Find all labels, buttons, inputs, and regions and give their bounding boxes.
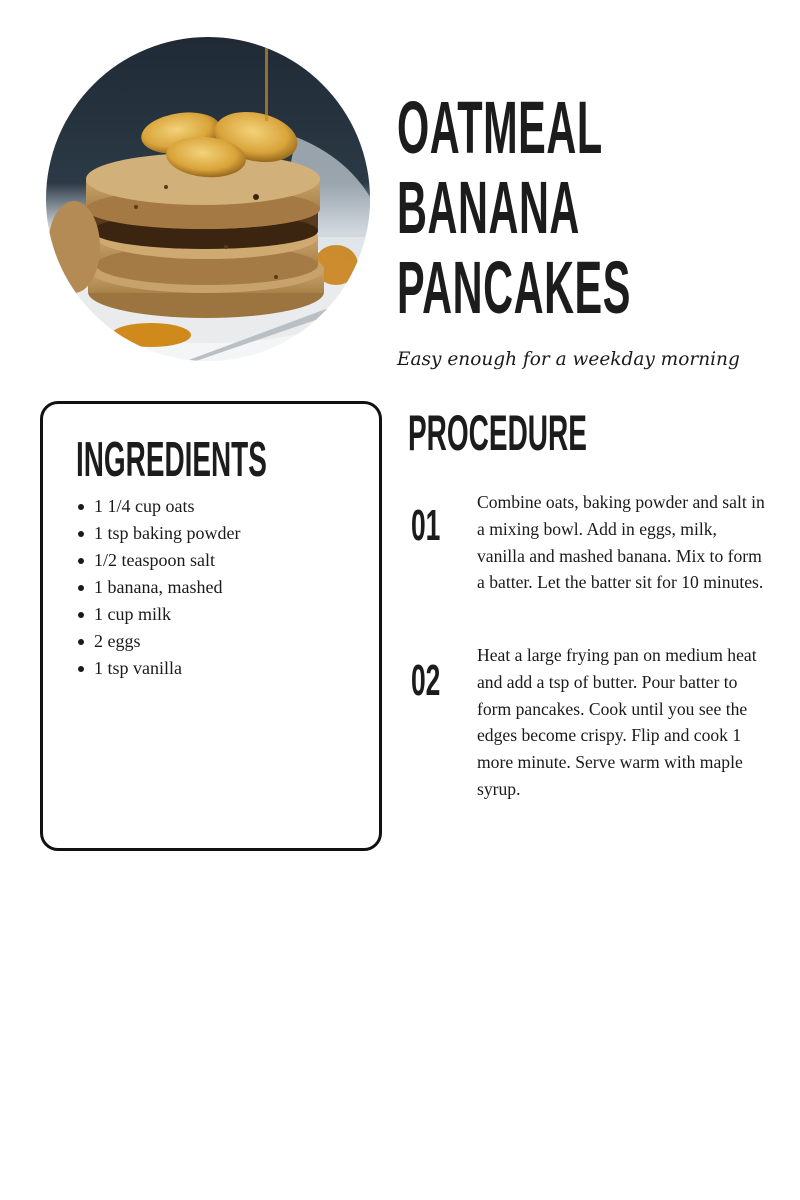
recipe-title-line: BANANA xyxy=(397,166,580,249)
step-text: Combine oats, baking powder and salt in a mixing bowl. Add in eggs, milk, vanilla and mashed banana. Mix to form a batter. Let the batter sit for 10 minutes. xyxy=(477,492,765,593)
bullet-icon xyxy=(78,666,84,672)
step-text: Heat a large frying pan on medium heat and add a tsp of butter. Pour batter to form pancakes. Cook until you see the edges become crispy. Flip and cook 1 more minute. Serve warm with maple syrup. xyxy=(477,645,757,799)
ingredient-text: 1 1/4 cup oats xyxy=(94,496,195,516)
ingredient-text: 2 eggs xyxy=(94,631,141,651)
ingredient-item xyxy=(76,520,240,547)
bullet-icon xyxy=(78,504,84,510)
bullet-icon xyxy=(78,531,84,537)
ingredient-text: 1/2 teaspoon salt xyxy=(94,550,215,570)
ingredient-item xyxy=(76,655,240,682)
ingredients-box xyxy=(40,401,382,851)
ingredients-heading: INGREDIENTS xyxy=(76,433,267,487)
recipe-title xyxy=(397,86,631,329)
bullet-icon xyxy=(78,639,84,645)
procedure-heading: PROCEDURE xyxy=(408,405,587,461)
ingredient-item xyxy=(76,547,240,574)
step-number: 01 xyxy=(411,501,441,550)
pancake-photo xyxy=(46,37,370,361)
bullet-icon xyxy=(78,585,84,591)
ingredient-item xyxy=(76,574,240,601)
ingredient-text: 1 tsp vanilla xyxy=(94,658,182,678)
ingredient-item xyxy=(76,601,240,628)
recipe-title-line: PANCAKES xyxy=(397,246,631,329)
ingredient-text: 1 tsp baking powder xyxy=(94,523,241,543)
recipe-title-line: OATMEAL xyxy=(397,86,603,169)
recipe-subtitle: Easy enough for a weekday morning xyxy=(397,349,740,370)
ingredient-item xyxy=(76,628,240,655)
bullet-icon xyxy=(78,558,84,564)
ingredient-text: 1 cup milk xyxy=(94,604,171,624)
bullet-icon xyxy=(78,612,84,618)
ingredient-text: 1 banana, mashed xyxy=(94,577,223,597)
step-number: 02 xyxy=(411,656,441,705)
ingredients-list xyxy=(76,493,240,682)
ingredient-item xyxy=(76,493,240,520)
